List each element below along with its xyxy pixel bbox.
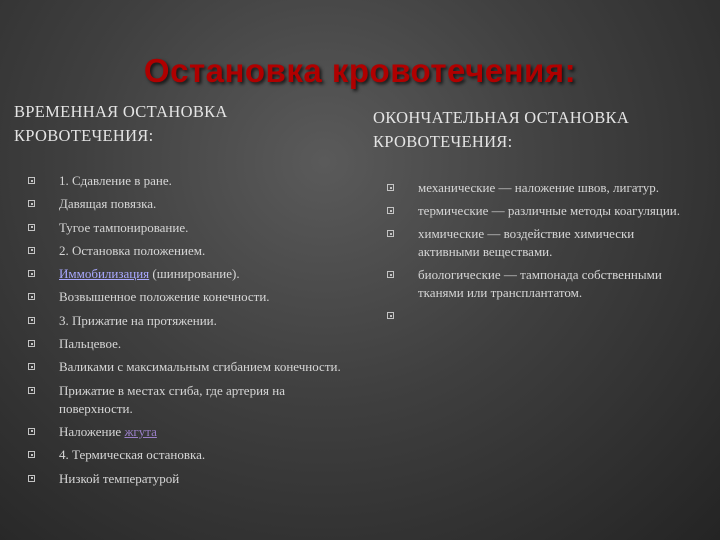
list-item [28, 265, 353, 283]
list-item [28, 219, 353, 237]
list-item-text: Прижатие в местах сгиба, где артерия на поверхности. [59, 382, 285, 416]
list-item-text: 4. Термическая остановка. [59, 447, 206, 463]
square-bullet-icon [28, 451, 35, 458]
list-item [387, 202, 697, 220]
right-column-heading [373, 106, 713, 154]
square-bullet-icon [28, 317, 35, 324]
right-heading-line-2: КРОВОТЕЧЕНИЯ: [373, 132, 513, 151]
list-item-text: Наложение [59, 423, 125, 439]
list-item-text: 2. Остановка положением. [59, 242, 206, 258]
square-bullet-icon [28, 270, 35, 277]
list-item-text: Валиками с максимальным сгибанием конечности. [59, 359, 341, 375]
temporary-methods-list [28, 172, 353, 493]
tourniquet-link[interactable]: жгута [124, 423, 157, 439]
list-item [387, 225, 697, 261]
list-item [28, 470, 353, 488]
square-bullet-icon [28, 247, 35, 254]
list-item [28, 172, 353, 190]
square-bullet-icon [387, 312, 394, 319]
list-item-text: Тугое тампонирование. [59, 219, 189, 235]
list-item-text: (шинирование). [149, 266, 240, 282]
square-bullet-icon [387, 271, 394, 278]
list-item [28, 335, 353, 353]
list-item-text: термические — различные методы коагуляции. [418, 203, 680, 218]
list-item [28, 358, 353, 376]
list-item [28, 382, 353, 418]
square-bullet-icon [28, 363, 35, 370]
square-bullet-icon [28, 428, 35, 435]
square-bullet-icon [28, 177, 35, 184]
list-item-text: Низкой температурой [59, 470, 180, 486]
list-item [387, 307, 697, 325]
square-bullet-icon [28, 224, 35, 231]
immobilization-link[interactable]: Иммобилизация [59, 266, 150, 282]
square-bullet-icon [387, 207, 394, 214]
list-item [28, 195, 353, 213]
list-item [28, 423, 353, 441]
square-bullet-icon [28, 200, 35, 207]
right-heading-line-1: ОКОНЧАТЕЛЬНАЯ ОСТАНОВКА [373, 108, 630, 127]
list-item [28, 288, 353, 306]
list-item-text: Давящая повязка. [59, 196, 157, 212]
list-item-text: механические — наложение швов, лигатур. [418, 180, 659, 195]
list-item-text: 1. Сдавление в ране. [59, 173, 172, 188]
list-item-text: химические — воздействие химически активными веществами. [418, 226, 635, 259]
left-heading-line-2: КРОВОТЕЧЕНИЯ: [14, 126, 154, 145]
square-bullet-icon [28, 340, 35, 347]
square-bullet-icon [28, 387, 35, 394]
list-item-text: биологические — тампонада собственными тканями или трансплантатом. [418, 267, 662, 300]
definitive-methods-list [387, 179, 697, 330]
list-item-text: Пальцевое. [59, 336, 122, 352]
slide-title: Остановка кровотечения: [143, 52, 577, 89]
list-item-text: 3. Прижатие на протяжении. [59, 312, 217, 328]
square-bullet-icon [28, 293, 35, 300]
left-heading-line-1: ВРЕМЕННАЯ ОСТАНОВКА [14, 102, 228, 121]
left-column-heading [14, 100, 344, 148]
list-item [28, 446, 353, 464]
list-item-text: Возвышенное положение конечности. [59, 289, 270, 305]
list-item [387, 266, 697, 302]
square-bullet-icon [28, 475, 35, 482]
square-bullet-icon [387, 184, 394, 191]
list-item [28, 312, 353, 330]
square-bullet-icon [387, 230, 394, 237]
list-item [387, 179, 697, 197]
list-item [28, 242, 353, 260]
